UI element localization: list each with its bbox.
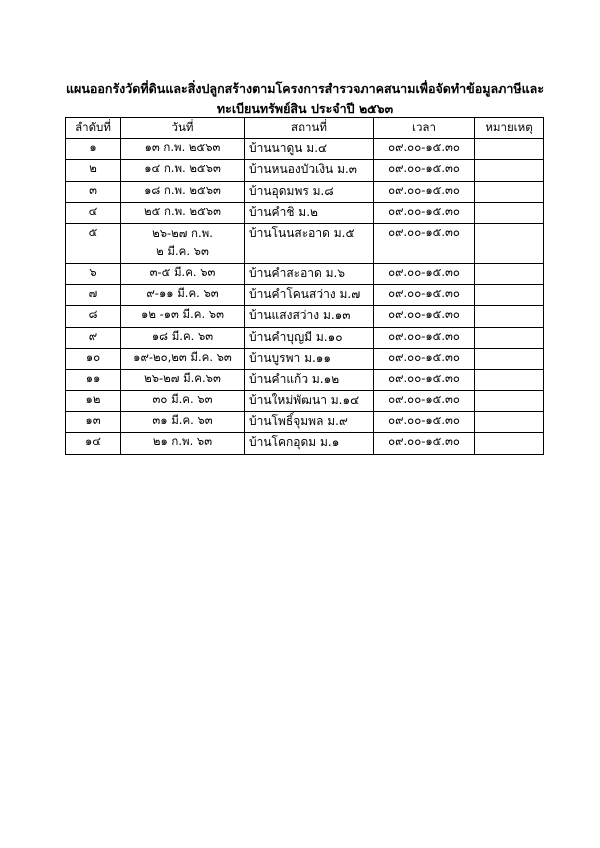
- row-date: ๑๘ มี.ค. ๖๓: [121, 327, 245, 348]
- row-note: [475, 369, 544, 390]
- row-place: บ้านคำแก้ว ม.๑๒: [245, 369, 374, 390]
- row-date: ๑๔ ก.พ. ๒๕๖๓: [121, 160, 245, 181]
- row-no: ๙: [66, 327, 121, 348]
- row-no: ๖: [66, 263, 121, 284]
- row-date: ๑๘ ก.พ. ๒๕๖๓: [121, 181, 245, 202]
- row-note: [475, 391, 544, 412]
- row-note: [475, 412, 544, 433]
- table-row: [66, 181, 544, 202]
- row-no: ๕: [66, 223, 121, 263]
- row-note: [475, 139, 544, 160]
- row-note: [475, 348, 544, 369]
- header-place: สถานที่: [245, 118, 374, 139]
- row-no: ๑๓: [66, 412, 121, 433]
- row-place: บ้านคำชิ ม.๒: [245, 202, 374, 223]
- row-place: บ้านโคกอุดม ม.๑: [245, 433, 374, 454]
- row-date: ๓๑ มี.ค. ๖๓: [121, 412, 245, 433]
- row-place: บ้านคำบุญมี ม.๑๐: [245, 327, 374, 348]
- row-date: ๙-๑๑ มี.ค. ๖๓: [121, 285, 245, 306]
- table-row: [66, 306, 544, 327]
- row-time: ๐๙.๐๐-๑๕.๓๐: [374, 139, 475, 160]
- row-time: ๐๙.๐๐-๑๕.๓๐: [374, 433, 475, 454]
- row-no: ๗: [66, 285, 121, 306]
- row-place: บ้านโพธิ์จุมพล ม.๙: [245, 412, 374, 433]
- table-row: [66, 160, 544, 181]
- row-time: ๐๙.๐๐-๑๕.๓๐: [374, 263, 475, 284]
- row-date: ๑๙-๒๐,๒๓ มี.ค. ๖๓: [121, 348, 245, 369]
- row-note: [475, 433, 544, 454]
- row-time: ๐๙.๐๐-๑๕.๓๐: [374, 285, 475, 306]
- row-place: บ้านหนองบัวเงิน ม.๓: [245, 160, 374, 181]
- row-no: ๔: [66, 202, 121, 223]
- row-time: ๐๙.๐๐-๑๕.๓๐: [374, 202, 475, 223]
- header-date: วันที่: [121, 118, 245, 139]
- row-place: บ้านนาดูน ม.๔: [245, 139, 374, 160]
- table-row: [66, 285, 544, 306]
- table-row: [66, 369, 544, 390]
- table-row: [66, 412, 544, 433]
- row-note: [475, 202, 544, 223]
- row-time: ๐๙.๐๐-๑๕.๓๐: [374, 369, 475, 390]
- row-date: [121, 223, 245, 263]
- row-note: [475, 285, 544, 306]
- header-time: เวลา: [374, 118, 475, 139]
- row-note: [475, 223, 544, 263]
- row-time: ๐๙.๐๐-๑๕.๓๐: [374, 348, 475, 369]
- row-place: บ้านแสงสว่าง ม.๑๓: [245, 306, 374, 327]
- row-no: ๑๔: [66, 433, 121, 454]
- row-no: ๑๒: [66, 391, 121, 412]
- row-no: ๑๑: [66, 369, 121, 390]
- row-date: ๒๑ ก.พ. ๖๓: [121, 433, 245, 454]
- row-date-line1: ๒๖-๒๗ ก.พ.: [152, 225, 213, 240]
- survey-schedule-table: [65, 117, 544, 455]
- table-row: [66, 348, 544, 369]
- row-note: [475, 263, 544, 284]
- row-place: บ้านบูรพา ม.๑๑: [245, 348, 374, 369]
- row-time: ๐๙.๐๐-๑๕.๓๐: [374, 391, 475, 412]
- row-date: ๓๐ มี.ค. ๖๓: [121, 391, 245, 412]
- row-date: ๒๖-๒๗ มี.ค.๖๓: [121, 369, 245, 390]
- row-place: บ้านโนนสะอาด ม.๕: [245, 223, 374, 263]
- row-date: ๓-๕ มี.ค. ๖๓: [121, 263, 245, 284]
- row-no: ๓: [66, 181, 121, 202]
- row-date: ๑๒ -๑๓ มี.ค. ๖๓: [121, 306, 245, 327]
- row-time: ๐๙.๐๐-๑๕.๓๐: [374, 160, 475, 181]
- row-place: บ้านคำโคนสว่าง ม.๗: [245, 285, 374, 306]
- row-no: ๒: [66, 160, 121, 181]
- table-row: [66, 223, 544, 263]
- table-row: [66, 391, 544, 412]
- table-header-row: [66, 118, 544, 139]
- row-date-line2: ๒ มี.ค. ๖๓: [156, 243, 209, 258]
- row-place: บ้านอุดมพร ม.๘: [245, 181, 374, 202]
- row-no: ๘: [66, 306, 121, 327]
- header-no: ลำดับที่: [66, 118, 121, 139]
- row-note: [475, 306, 544, 327]
- document-title-line1: แผนออกรังวัดที่ดินและสิ่งปลูกสร้างตามโครงการสำรวจภาคสนามเพื่อจัดทำข้อมูลภาษีและ: [65, 81, 545, 96]
- row-note: [475, 327, 544, 348]
- document-title-line2: ทะเบียนทรัพย์สิน ประจำปี ๒๕๖๓: [216, 101, 394, 116]
- header-note: หมายเหตุ: [475, 118, 544, 139]
- row-place: บ้านคำสะอาด ม.๖: [245, 263, 374, 284]
- row-date: ๒๕ ก.พ. ๒๕๖๓: [121, 202, 245, 223]
- row-note: [475, 160, 544, 181]
- row-time: ๐๙.๐๐-๑๕.๓๐: [374, 327, 475, 348]
- row-no: ๑๐: [66, 348, 121, 369]
- row-time: ๐๙.๐๐-๑๕.๓๐: [374, 306, 475, 327]
- row-place: บ้านใหม่พัฒนา ม.๑๔: [245, 391, 374, 412]
- row-date: ๑๓ ก.พ. ๒๕๖๓: [121, 139, 245, 160]
- table-row: [66, 202, 544, 223]
- row-time: ๐๙.๐๐-๑๕.๓๐: [374, 223, 475, 263]
- row-note: [475, 181, 544, 202]
- table-row: [66, 433, 544, 454]
- table-row: [66, 327, 544, 348]
- table-row: [66, 139, 544, 160]
- row-time: ๐๙.๐๐-๑๕.๓๐: [374, 412, 475, 433]
- row-no: ๑: [66, 139, 121, 160]
- table-row: [66, 263, 544, 284]
- row-time: ๐๙.๐๐-๑๕.๓๐: [374, 181, 475, 202]
